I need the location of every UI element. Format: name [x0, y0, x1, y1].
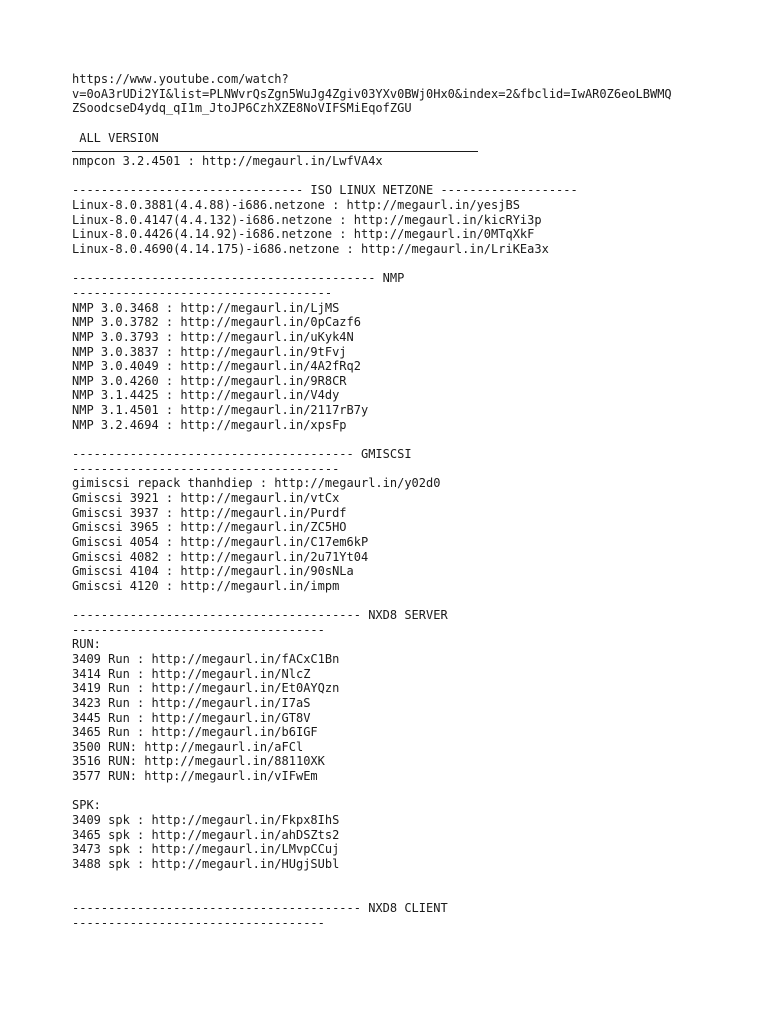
list-item[interactable]: 3577 RUN: http://megaurl.in/vIFwEm — [72, 769, 318, 784]
nxd8-server-heading: ---------------------------------------- NXD8 SERVER — [72, 608, 448, 623]
list-item[interactable]: NMP 3.1.4425 : http://megaurl.in/V4dy — [72, 388, 340, 403]
list-item[interactable]: NMP 3.0.4260 : http://megaurl.in/9R8CR — [72, 373, 347, 388]
list-item[interactable]: 3516 RUN: http://megaurl.in/88110XK — [72, 754, 325, 769]
spacer — [72, 169, 732, 184]
url-line: https://www.youtube.com/watch? — [72, 72, 289, 86]
iso-linux-heading: -------------------------------- ISO LINUX NETZONE ------------------- — [72, 183, 578, 198]
list-item[interactable]: 3488 spk : http://megaurl.in/HUgjSUbl — [72, 856, 340, 871]
divider-rule — [72, 145, 478, 152]
list-item[interactable]: Linux-8.0.3881(4.4.88)-i686.netzone : http://megaurl.in/yesjBS — [72, 198, 520, 213]
run-list — [72, 652, 732, 784]
gmiscsi-subline: ------------------------------------- — [72, 461, 340, 476]
spacer — [72, 257, 732, 272]
list-item[interactable]: Gmiscsi 3937 : http://megaurl.in/Purdf — [72, 505, 347, 520]
gmiscsi-list — [72, 476, 732, 593]
list-item[interactable]: 3465 spk : http://megaurl.in/ahDSZts2 — [72, 827, 340, 842]
spacer — [72, 784, 732, 799]
list-item[interactable]: 3423 Run : http://megaurl.in/I7aS — [72, 695, 311, 710]
list-item[interactable]: Gmiscsi 4120 : http://megaurl.in/impm — [72, 578, 340, 593]
spacer — [72, 593, 732, 608]
nmp-heading: ------------------------------------------ NMP — [72, 271, 405, 286]
gmiscsi-heading: --------------------------------------- GMISCSI — [72, 447, 412, 462]
nxd8-server-subline: ----------------------------------- — [72, 622, 325, 637]
url-line: v=0oA3rUDi2YI&list=PLNWvrQsZgn5WuJg4Zgiv03YXv0BWj0Hx0&index=2&fbclid=IwAR0Z6eoLBWMQ — [72, 86, 672, 101]
nxd8-client-heading: ---------------------------------------- NXD8 CLIENT — [72, 900, 448, 915]
list-item[interactable]: 3414 Run : http://megaurl.in/NlcZ — [72, 666, 311, 681]
youtube-url[interactable] — [72, 72, 732, 116]
list-item[interactable]: NMP 3.0.3468 : http://megaurl.in/LjMS — [72, 300, 340, 315]
list-item[interactable]: Linux-8.0.4426(4.14.92)-i686.netzone : http://megaurl.in/0MTqXkF — [72, 227, 535, 242]
list-item[interactable]: Gmiscsi 3921 : http://megaurl.in/vtCx — [72, 490, 340, 505]
list-item[interactable]: NMP 3.0.3837 : http://megaurl.in/9tFvj — [72, 344, 347, 359]
list-item[interactable]: NMP 3.0.4049 : http://megaurl.in/4A2fRq2 — [72, 359, 361, 374]
list-item[interactable]: 3409 Run : http://megaurl.in/fACxC1Bn — [72, 651, 340, 666]
list-item[interactable]: 3500 RUN: http://megaurl.in/aFCl — [72, 739, 304, 754]
nmp-subline: ------------------------------------ — [72, 285, 333, 300]
list-item[interactable]: 3445 Run : http://megaurl.in/GT8V — [72, 710, 311, 725]
list-item[interactable]: 3409 spk : http://megaurl.in/Fkpx8IhS — [72, 813, 340, 828]
spk-label: SPK: — [72, 798, 101, 813]
spacer — [72, 116, 732, 131]
spacer — [72, 432, 732, 447]
list-item[interactable]: 3419 Run : http://megaurl.in/Et0AYQzn — [72, 681, 340, 696]
list-item[interactable]: NMP 3.0.3782 : http://megaurl.in/0pCazf6 — [72, 315, 361, 330]
url-line: ZSoodcseD4ydq_qI1m_JtoJP6CzhXZE8NoVIFSMiEqofZGU — [72, 101, 412, 116]
list-item[interactable]: Gmiscsi 4082 : http://megaurl.in/2u71Yt04 — [72, 549, 369, 564]
run-label: RUN: — [72, 637, 101, 652]
list-item[interactable]: 3465 Run : http://megaurl.in/b6IGF — [72, 725, 318, 740]
iso-linux-list — [72, 198, 732, 257]
document-body — [72, 72, 732, 930]
list-item[interactable]: Gmiscsi 3965 : http://megaurl.in/ZC5HO — [72, 520, 347, 535]
spk-list — [72, 813, 732, 872]
list-item[interactable]: NMP 3.0.3793 : http://megaurl.in/uKyk4N — [72, 329, 354, 344]
spacer — [72, 886, 732, 901]
list-item[interactable]: Linux-8.0.4690(4.14.175)-i686.netzone : http://megaurl.in/LriKEa3x — [72, 242, 549, 257]
nmp-list — [72, 301, 732, 433]
list-item[interactable]: 3473 spk : http://megaurl.in/LMvpCCuj — [72, 842, 340, 857]
nxd8-client-subline: ----------------------------------- — [72, 915, 325, 930]
all-version-heading: ALL VERSION — [72, 130, 159, 145]
nmpcon-link[interactable]: nmpcon 3.2.4501 : http://megaurl.in/LwfVA4x — [72, 154, 383, 169]
list-item[interactable]: Linux-8.0.4147(4.4.132)-i686.netzone : http://megaurl.in/kicRYi3p — [72, 212, 542, 227]
list-item[interactable]: NMP 3.1.4501 : http://megaurl.in/2117rB7y — [72, 403, 369, 418]
list-item[interactable]: Gmiscsi 4104 : http://megaurl.in/90sNLa — [72, 564, 354, 579]
list-item[interactable]: Gmiscsi 4054 : http://megaurl.in/C17em6kP — [72, 534, 369, 549]
list-item[interactable]: gimiscsi repack thanhdiep : http://megaurl.in/y02d0 — [72, 476, 441, 491]
list-item[interactable]: NMP 3.2.4694 : http://megaurl.in/xpsFp — [72, 417, 347, 432]
spacer — [72, 872, 732, 887]
